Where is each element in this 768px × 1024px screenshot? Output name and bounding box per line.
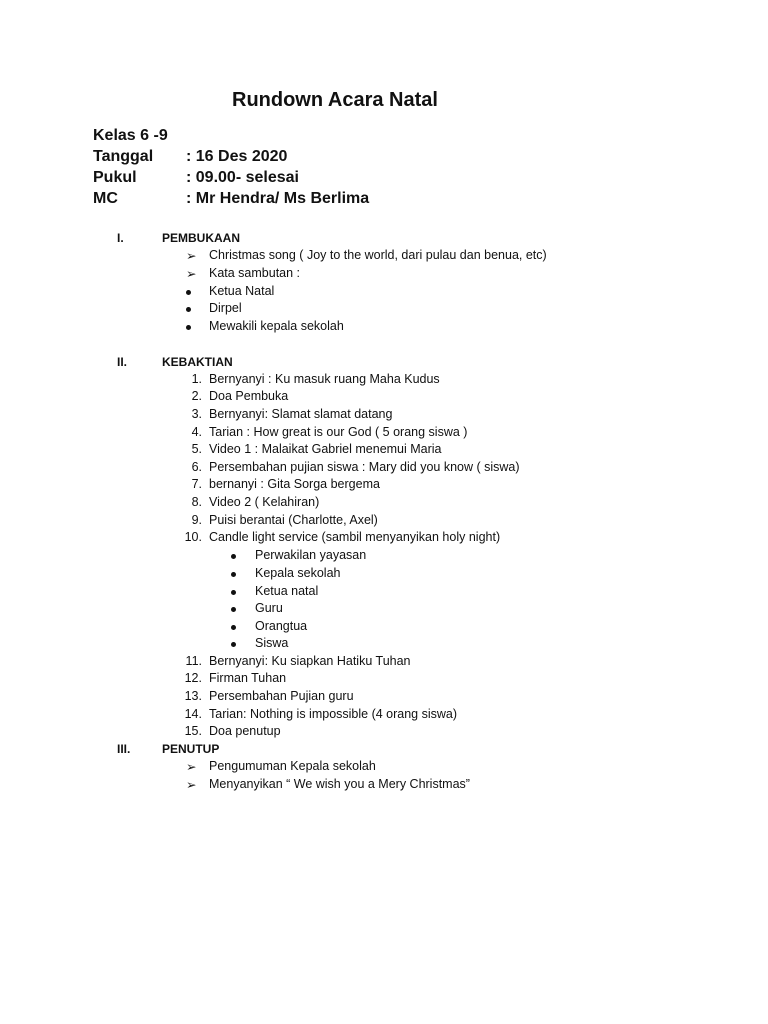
mc-value: : Mr Hendra/ Ms Berlima xyxy=(186,190,370,207)
list-number: 12. xyxy=(184,671,202,685)
list-number: 7. xyxy=(191,477,202,491)
date-row xyxy=(93,148,287,166)
bullet-icon xyxy=(186,319,191,333)
sub-list-item: Kepala sekolah xyxy=(255,566,341,580)
list-number: 8. xyxy=(191,495,202,509)
sub-list-item: Perwakilan yayasan xyxy=(255,548,367,562)
list-number: 2. xyxy=(191,389,202,403)
section-title-penutup: PENUTUP xyxy=(162,742,220,756)
mc-row xyxy=(93,190,369,208)
date-value: : 16 Des 2020 xyxy=(186,148,288,165)
list-number: 5. xyxy=(191,442,202,456)
page-title: Rundown Acara Natal xyxy=(232,89,438,111)
section-title-kebaktian: KEBAKTIAN xyxy=(162,355,233,369)
list-item: Tarian: Nothing is impossible (4 orang siswa) xyxy=(209,707,458,721)
section-number-3: III. xyxy=(117,742,131,756)
class-text: Kelas 6 -9 xyxy=(93,127,168,144)
section-number-2: II. xyxy=(117,355,128,369)
list-item: Puisi berantai (Charlotte, Axel) xyxy=(209,513,378,527)
list-item: Bernyanyi: Ku siapkan Hatiku Tuhan xyxy=(209,654,411,668)
bullet-icon xyxy=(231,584,236,598)
bullet-icon xyxy=(231,548,236,562)
list-number: 13. xyxy=(184,689,202,703)
list-number: 6. xyxy=(191,460,202,474)
list-item: Firman Tuhan xyxy=(209,671,287,685)
list-number: 14. xyxy=(184,707,202,721)
sub-list-item: Orangtua xyxy=(255,619,308,633)
arrow-bullet-icon: ➢ xyxy=(186,267,197,281)
list-item: Video 2 ( Kelahiran) xyxy=(209,495,320,509)
time-label: Pukul xyxy=(93,169,137,186)
arrow-bullet-icon: ➢ xyxy=(186,760,197,774)
time-row xyxy=(93,169,299,187)
list-number: 9. xyxy=(191,513,202,527)
mc-label: MC xyxy=(93,190,118,207)
bullet-icon xyxy=(231,601,236,615)
list-item: Persembahan pujian siswa : Mary did you know ( siswa) xyxy=(209,460,520,474)
list-item: Bernyanyi : Ku masuk ruang Maha Kudus xyxy=(209,372,440,386)
bullet-icon xyxy=(231,566,236,580)
arrow-bullet-icon: ➢ xyxy=(186,249,197,263)
list-item: Candle light service (sambil menyanyikan holy night) xyxy=(209,530,501,544)
list-item: Christmas song ( Joy to the world, dari pulau dan benua, etc) xyxy=(209,248,547,262)
list-item: Doa Pembuka xyxy=(209,389,289,403)
list-number: 11. xyxy=(185,654,202,668)
list-number: 4. xyxy=(191,425,202,439)
list-item: Persembahan Pujian guru xyxy=(209,689,354,703)
section-number-1: I. xyxy=(117,231,124,245)
time-value: : 09.00- selesai xyxy=(186,169,299,186)
list-number: 10. xyxy=(184,530,202,544)
arrow-bullet-icon: ➢ xyxy=(186,778,197,792)
list-item: Doa penutup xyxy=(209,724,281,738)
list-item: Menyanyikan “ We wish you a Mery Christmas” xyxy=(209,777,470,791)
list-item: Mewakili kepala sekolah xyxy=(209,319,344,333)
sub-list-item: Ketua natal xyxy=(255,584,319,598)
list-number: 1. xyxy=(191,372,202,386)
list-item: Bernyanyi: Slamat slamat datang xyxy=(209,407,393,421)
list-item: bernanyi : Gita Sorga bergema xyxy=(209,477,380,491)
bullet-icon xyxy=(231,636,236,650)
bullet-icon xyxy=(186,284,191,298)
list-item: Kata sambutan : xyxy=(209,266,301,280)
list-item: Video 1 : Malaikat Gabriel menemui Maria xyxy=(209,442,442,456)
bullet-icon xyxy=(186,301,191,315)
list-item: Dirpel xyxy=(209,301,242,315)
date-label: Tanggal xyxy=(93,148,154,165)
list-item: Pengumuman Kepala sekolah xyxy=(209,759,376,773)
list-item: Tarian : How great is our God ( 5 orang siswa ) xyxy=(209,425,468,439)
bullet-icon xyxy=(231,619,236,633)
list-number: 3. xyxy=(191,407,202,421)
section-title-pembukaan: PEMBUKAAN xyxy=(162,231,240,245)
sub-list-item: Siswa xyxy=(255,636,289,650)
list-item: Ketua Natal xyxy=(209,284,275,298)
list-number: 15. xyxy=(184,724,202,738)
class-row xyxy=(93,127,168,145)
sub-list-item: Guru xyxy=(255,601,283,615)
